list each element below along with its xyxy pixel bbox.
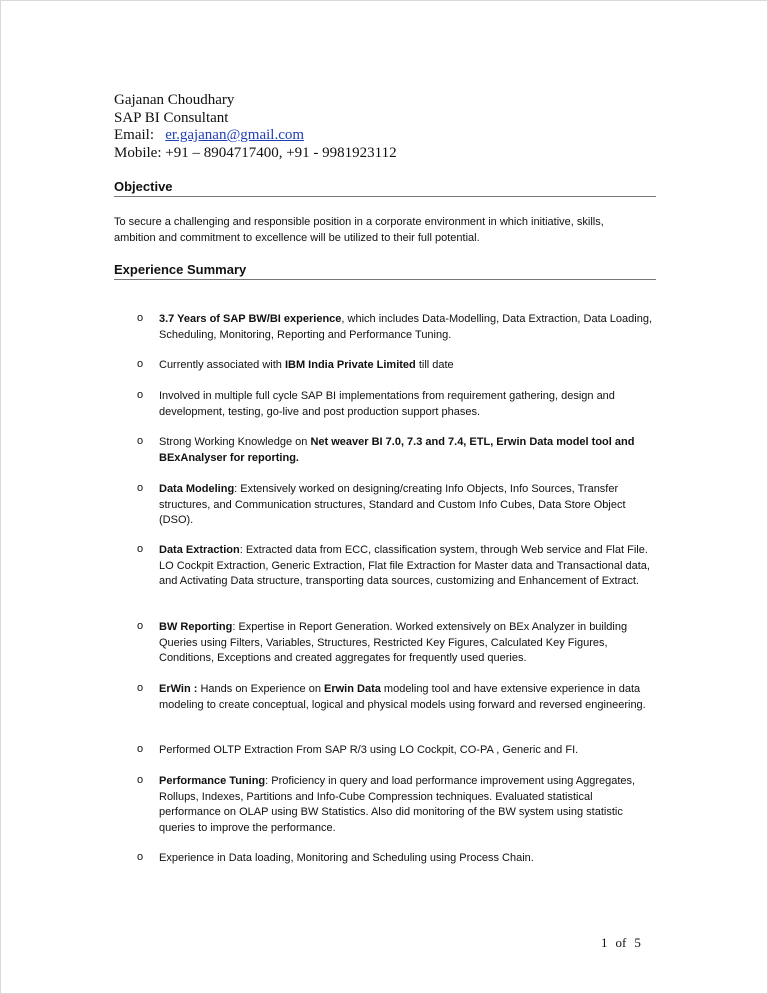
candidate-name: Gajanan Choudhary: [114, 92, 235, 108]
bullet-icon: o: [137, 435, 144, 447]
email-line: [114, 127, 397, 145]
objective-heading: Objective: [114, 179, 656, 197]
experience-item: o 3.7 Years of SAP BW/BI experience, which includes Data-Modelling, Data Extraction, Data Loading, Scheduling, Monitoring, Reporting and Performance Tuning.: [137, 312, 653, 341]
experience-item: o Currently associated with IBM India Private Limited till date: [137, 358, 454, 371]
candidate-title: SAP BI Consultant: [114, 109, 229, 126]
experience-item: o Performance Tuning: Proficiency in query and load performance improvement using Aggregates, Rollups, Indexes, Partitions and Info-Cube Compression techniques. Evaluated statistical performance on OLAP using BW Statistics. Also did monitoring of the BW system using statistic queries to improve the performance.: [137, 774, 636, 834]
objective-line-1: To secure a challenging and responsible position in a corporate environment in which initiative, skills,: [114, 216, 604, 228]
experience-item: o Strong Working Knowledge on Net weaver BI 7.0, 7.3 and 7.4, ETL, Erwin Data model tool and BExAnalyser for reporting.: [137, 435, 635, 464]
experience-item: o Involved in multiple full cycle SAP BI implementations from requirement gathering, design and development, testing, go-live and post production support phases.: [137, 389, 615, 418]
bullet-icon: o: [137, 774, 144, 786]
experience-heading: Experience Summary: [114, 262, 656, 280]
experience-item: o BW Reporting: Expertise in Report Generation. Worked extensively on BEx Analyzer in building Queries using Filters, Variables, Structures, Restricted Key Figures, Calculated Key Figures, Conditions, Exceptions and created aggregates for frequently used queries.: [137, 620, 628, 664]
mobile-line: Mobile: +91 – 8904717400, +91 - 9981923112: [114, 144, 397, 161]
experience-item: o Performed OLTP Extraction From SAP R/3 using LO Cockpit, CO-PA , Generic and FI.: [137, 743, 579, 756]
email-link[interactable]: er.gajanan@gmail.com: [165, 127, 305, 143]
experience-item: o Data Extraction: Extracted data from ECC, classification system, through Web service and Flat File. LO Cockpit Extraction, Generic Extraction, Flat file Extraction for Master data and Transactional data, and Activating Data structure, transporting data sources, customizing and Enhancement of Extract.: [137, 543, 650, 587]
bullet-icon: o: [137, 620, 144, 632]
experience-item: o Experience in Data loading, Monitoring and Scheduling using Process Chain.: [137, 851, 534, 864]
objective-line-2: ambition and commitment to excellence will be utilized to their full potential.: [114, 232, 480, 244]
email-label: Email:: [114, 127, 154, 143]
bullet-icon: o: [137, 312, 144, 324]
bullet-icon: o: [137, 358, 144, 370]
bullet-icon: o: [137, 682, 144, 694]
experience-item: o ErWin : Hands on Experience on Erwin Data modeling tool and have extensive experience in data modeling to create conceptual, logical and physical models using forward and reversed engineering.: [137, 682, 646, 711]
bullet-icon: o: [137, 543, 144, 555]
bullet-icon: o: [137, 851, 144, 863]
bullet-icon: o: [137, 389, 144, 401]
bullet-icon: o: [137, 482, 144, 494]
contact-header: [114, 92, 397, 162]
objective-text: [114, 214, 659, 246]
experience-item: o Data Modeling: Extensively worked on designing/creating Info Objects, Info Sources, Transfer structures, and Communication structures, Standard and Custom Info Cubes, Data Store Object (DSO).: [137, 482, 626, 526]
page-number: 1 of 5: [601, 935, 641, 950]
bullet-icon: o: [137, 743, 144, 755]
